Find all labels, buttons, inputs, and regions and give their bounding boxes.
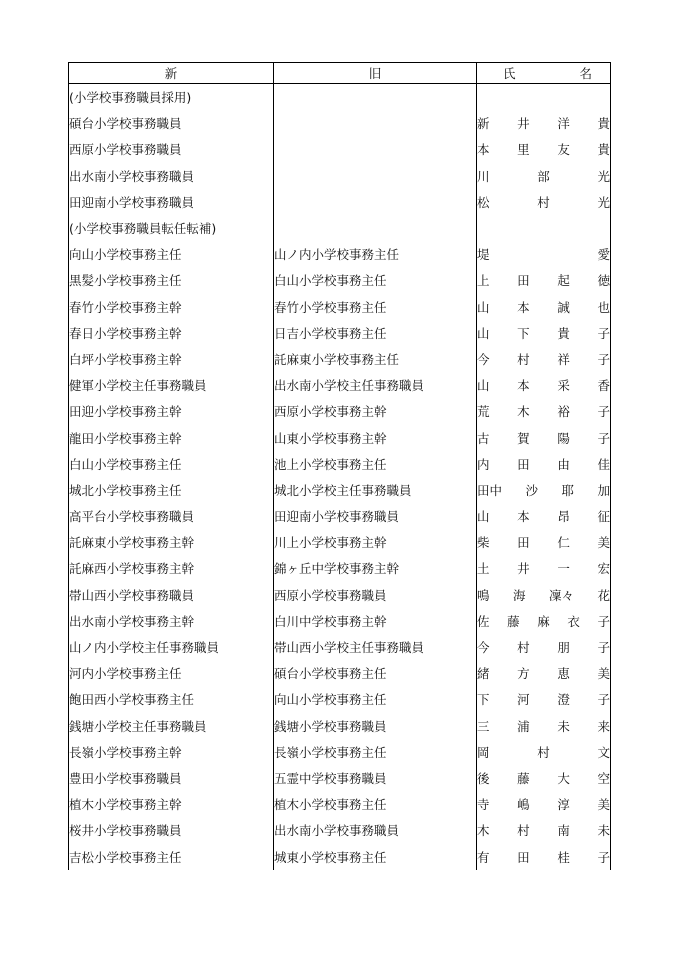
old-position: 池上小学校事務主任: [274, 451, 477, 477]
person-name: [477, 634, 611, 660]
old-position: 日吉小学校事務主任: [274, 320, 477, 346]
name-part: 子: [597, 404, 610, 420]
name-part: 内: [477, 456, 490, 472]
name-part: 上: [477, 273, 490, 289]
name-part: 凜々: [548, 587, 574, 603]
name-part: 寺: [477, 797, 490, 813]
name-part: 有: [477, 849, 490, 865]
new-position: 白山小学校事務主任: [69, 451, 274, 477]
section-label: (小学校事務職員転任転補): [69, 215, 274, 241]
old-position: 帯山西小学校主任事務職員: [274, 634, 477, 660]
name-part: 藤: [517, 770, 530, 786]
name-part: 浦: [517, 718, 530, 734]
name-part: 祥: [557, 351, 570, 367]
table-row: [69, 660, 611, 686]
header-new: 新: [69, 63, 274, 84]
table-row: [69, 136, 611, 162]
name-part: 田: [517, 273, 530, 289]
table-row: [69, 372, 611, 398]
person-name: [477, 660, 611, 686]
name-part: 井: [517, 561, 530, 577]
name-part: 朋: [557, 640, 570, 656]
name-part: 一: [557, 561, 570, 577]
name-part: 三: [477, 718, 490, 734]
name-part: 佳: [597, 456, 610, 472]
old-position: [274, 110, 477, 136]
table-row: [69, 294, 611, 320]
header-name-surname: 氏: [503, 66, 516, 81]
table-row: [69, 817, 611, 843]
name-part: 光: [597, 194, 610, 210]
name-part: 加: [597, 482, 610, 498]
person-name: [477, 294, 611, 320]
new-position: 豊田小学校事務職員: [69, 765, 274, 791]
name-part: 下: [477, 692, 490, 708]
name-part: 木: [477, 823, 490, 839]
name-part: 采: [557, 378, 570, 394]
person-name: [477, 110, 611, 136]
name-part: 耶: [561, 482, 574, 498]
name-part: 愛: [597, 247, 610, 263]
table-row: [69, 634, 611, 660]
table-row: [69, 686, 611, 712]
old-position: 田迎南小学校事務職員: [274, 503, 477, 529]
person-name: [477, 241, 611, 267]
personnel-table: [68, 62, 611, 870]
name-part: 山: [477, 509, 490, 525]
old-position: 植木小学校事務主任: [274, 791, 477, 817]
name-part: 堤: [477, 247, 490, 263]
old-position: 城北小学校主任事務職員: [274, 477, 477, 503]
table-row: [69, 241, 611, 267]
name-part: 南: [557, 823, 570, 839]
name-part: 木: [517, 404, 530, 420]
new-position: 吉松小学校事務主任: [69, 843, 274, 869]
name-part: 柴: [477, 535, 490, 551]
name-part: 美: [597, 535, 610, 551]
old-position: 五霊中学校事務職員: [274, 765, 477, 791]
table-row: [69, 555, 611, 581]
person-name-cell: [477, 215, 611, 241]
name-part: 衣: [567, 613, 580, 629]
old-position: 長嶺小学校事務主任: [274, 739, 477, 765]
name-part: 沙: [525, 482, 538, 498]
name-part: 方: [517, 666, 530, 682]
person-name: [477, 739, 611, 765]
header-old: 旧: [274, 63, 477, 84]
name-part: 子: [597, 692, 610, 708]
table-row: [69, 267, 611, 293]
name-part: 村: [537, 744, 550, 760]
name-part: 本: [477, 142, 490, 158]
name-part: 田: [517, 456, 530, 472]
name-part: 緒: [477, 666, 490, 682]
name-part: 村: [517, 823, 530, 839]
name-part: 田: [517, 849, 530, 865]
name-part: 起: [557, 273, 570, 289]
old-position: 出水南小学校事務職員: [274, 817, 477, 843]
header-name: [477, 63, 611, 84]
new-position: 銭塘小学校主任事務職員: [69, 713, 274, 739]
name-part: 昂: [557, 509, 570, 525]
person-name: [477, 529, 611, 555]
person-name: [477, 582, 611, 608]
new-position: 春日小学校事務主幹: [69, 320, 274, 346]
new-position: 白坪小学校事務主幹: [69, 346, 274, 372]
person-name: [477, 503, 611, 529]
name-part: 村: [517, 640, 530, 656]
person-name: [477, 555, 611, 581]
name-part: 山: [477, 299, 490, 315]
old-position: [274, 163, 477, 189]
person-name: [477, 765, 611, 791]
name-part: 仁: [557, 535, 570, 551]
person-name: [477, 398, 611, 424]
name-part: 田: [517, 535, 530, 551]
old-position: 白川中学校事務主幹: [274, 608, 477, 634]
name-part: 部: [537, 168, 550, 184]
table-row: [69, 529, 611, 555]
name-part: 今: [477, 640, 490, 656]
person-name: [477, 163, 611, 189]
new-position: 黒髪小学校事務主任: [69, 267, 274, 293]
table-row: [69, 110, 611, 136]
name-part: 美: [597, 797, 610, 813]
table-row: [69, 320, 611, 346]
name-part: 宏: [597, 561, 610, 577]
name-part: 文: [597, 744, 610, 760]
name-part: 貴: [597, 116, 610, 132]
name-part: 未: [597, 823, 610, 839]
name-part: 空: [597, 770, 610, 786]
table-row: [69, 713, 611, 739]
name-part: 麻: [537, 613, 550, 629]
name-part: 川: [477, 168, 490, 184]
new-position: 向山小学校事務主任: [69, 241, 274, 267]
name-part: 子: [597, 351, 610, 367]
person-name: [477, 791, 611, 817]
old-position: [274, 136, 477, 162]
person-name: [477, 320, 611, 346]
name-part: 美: [597, 666, 610, 682]
name-part: 裕: [557, 404, 570, 420]
person-name: [477, 843, 611, 869]
name-part: 佐: [477, 613, 490, 629]
new-position: 健軍小学校主任事務職員: [69, 372, 274, 398]
table-row: [69, 843, 611, 869]
new-position: 植木小学校事務主幹: [69, 791, 274, 817]
new-position: 山ノ内小学校主任事務職員: [69, 634, 274, 660]
new-position: 碩台小学校事務職員: [69, 110, 274, 136]
table-row: [69, 739, 611, 765]
name-part: 本: [517, 378, 530, 394]
table-body: [69, 84, 611, 870]
name-part: 井: [517, 116, 530, 132]
person-name: [477, 424, 611, 450]
new-position: 田迎小学校事務主幹: [69, 398, 274, 424]
old-position: 川上小学校事務主幹: [274, 529, 477, 555]
old-position-cell: [274, 215, 477, 241]
person-name: [477, 451, 611, 477]
new-position: 帯山西小学校事務職員: [69, 582, 274, 608]
name-part: 陽: [557, 430, 570, 446]
name-part: 本: [517, 299, 530, 315]
name-part: 岡: [477, 744, 490, 760]
name-part: 松: [477, 194, 490, 210]
name-part: 海: [512, 587, 526, 603]
person-name: [477, 372, 611, 398]
name-part: 桂: [557, 849, 570, 865]
person-name: [477, 267, 611, 293]
old-position-cell: [274, 84, 477, 111]
old-position: 白山小学校事務主任: [274, 267, 477, 293]
table-row: [69, 215, 611, 241]
new-position: 飽田西小学校事務主任: [69, 686, 274, 712]
name-part: 河: [517, 692, 530, 708]
new-position: 長嶺小学校事務主幹: [69, 739, 274, 765]
new-position: 龍田小学校事務主幹: [69, 424, 274, 450]
table-row: [69, 451, 611, 477]
name-part: 後: [477, 770, 490, 786]
name-part: 山: [477, 378, 490, 394]
table-row: [69, 582, 611, 608]
old-position: 西原小学校事務職員: [274, 582, 477, 608]
table-row: [69, 503, 611, 529]
name-part: 子: [597, 849, 610, 865]
table-row: [69, 791, 611, 817]
name-part: 也: [597, 299, 610, 315]
name-part: 淳: [557, 797, 570, 813]
new-position: 西原小学校事務職員: [69, 136, 274, 162]
person-name: [477, 817, 611, 843]
name-part: 洋: [557, 116, 570, 132]
name-part: 山: [477, 325, 490, 341]
table-row: [69, 765, 611, 791]
name-part: 田中: [477, 482, 503, 498]
person-name: [477, 713, 611, 739]
table-row: [69, 477, 611, 503]
person-name: [477, 189, 611, 215]
section-label: (小学校事務職員採用): [69, 84, 274, 111]
name-part: 征: [597, 509, 610, 525]
name-part: 未: [557, 718, 570, 734]
old-position: 春竹小学校事務主任: [274, 294, 477, 320]
person-name: [477, 346, 611, 372]
header-row: [69, 63, 611, 84]
name-part: 今: [477, 351, 490, 367]
new-position: 託麻西小学校事務主幹: [69, 555, 274, 581]
table-row: [69, 163, 611, 189]
old-position: [274, 189, 477, 215]
new-position: 城北小学校事務主任: [69, 477, 274, 503]
name-part: 藤: [507, 613, 520, 629]
header-name-given: 名: [579, 66, 592, 81]
name-part: 嶋: [517, 797, 530, 813]
name-part: 花: [597, 587, 610, 603]
name-part: 由: [557, 456, 570, 472]
name-part: 香: [597, 378, 610, 394]
person-name: [477, 136, 611, 162]
person-name: [477, 608, 611, 634]
name-part: 徳: [597, 273, 610, 289]
new-position: 出水南小学校事務職員: [69, 163, 274, 189]
name-part: 光: [597, 168, 610, 184]
table-row: [69, 424, 611, 450]
old-position: 西原小学校事務主幹: [274, 398, 477, 424]
name-part: 賀: [517, 430, 530, 446]
name-part: 友: [557, 142, 570, 158]
name-part: 村: [517, 351, 530, 367]
name-part: 貴: [557, 325, 570, 341]
name-part: 大: [557, 770, 570, 786]
old-position: 銭塘小学校事務職員: [274, 713, 477, 739]
old-position: 山ノ内小学校事務主任: [274, 241, 477, 267]
table-row: [69, 608, 611, 634]
name-part: 荒: [477, 404, 490, 420]
name-part: 新: [477, 116, 490, 132]
new-position: 託麻東小学校事務主幹: [69, 529, 274, 555]
name-part: 土: [477, 561, 490, 577]
name-part: 子: [597, 613, 610, 629]
person-name-cell: [477, 84, 611, 111]
name-part: 里: [517, 142, 530, 158]
name-part: 貴: [597, 142, 610, 158]
name-part: 子: [597, 325, 610, 341]
old-position: 錦ヶ丘中学校事務主幹: [274, 555, 477, 581]
new-position: 春竹小学校事務主幹: [69, 294, 274, 320]
name-part: 古: [477, 430, 490, 446]
name-part: 恵: [557, 666, 570, 682]
new-position: 出水南小学校事務主幹: [69, 608, 274, 634]
old-position: 山東小学校事務主幹: [274, 424, 477, 450]
person-name: [477, 477, 611, 503]
name-part: 誠: [557, 299, 570, 315]
name-part: 鳴: [477, 587, 490, 603]
table-row: [69, 346, 611, 372]
new-position: 田迎南小学校事務職員: [69, 189, 274, 215]
new-position: 河内小学校事務主任: [69, 660, 274, 686]
table-row: [69, 189, 611, 215]
new-position: 高平台小学校事務職員: [69, 503, 274, 529]
table-row: [69, 84, 611, 111]
name-part: 村: [537, 194, 550, 210]
old-position: 出水南小学校主任事務職員: [274, 372, 477, 398]
name-part: 来: [597, 718, 610, 734]
name-part: 本: [517, 509, 530, 525]
table-row: [69, 398, 611, 424]
new-position: 桜井小学校事務職員: [69, 817, 274, 843]
name-part: 澄: [557, 692, 570, 708]
name-part: 子: [597, 430, 610, 446]
old-position: 託麻東小学校事務主任: [274, 346, 477, 372]
name-part: 子: [597, 640, 610, 656]
old-position: 城東小学校事務主任: [274, 843, 477, 869]
old-position: 向山小学校事務主任: [274, 686, 477, 712]
name-part: 下: [517, 325, 530, 341]
person-name: [477, 686, 611, 712]
old-position: 碩台小学校事務主任: [274, 660, 477, 686]
